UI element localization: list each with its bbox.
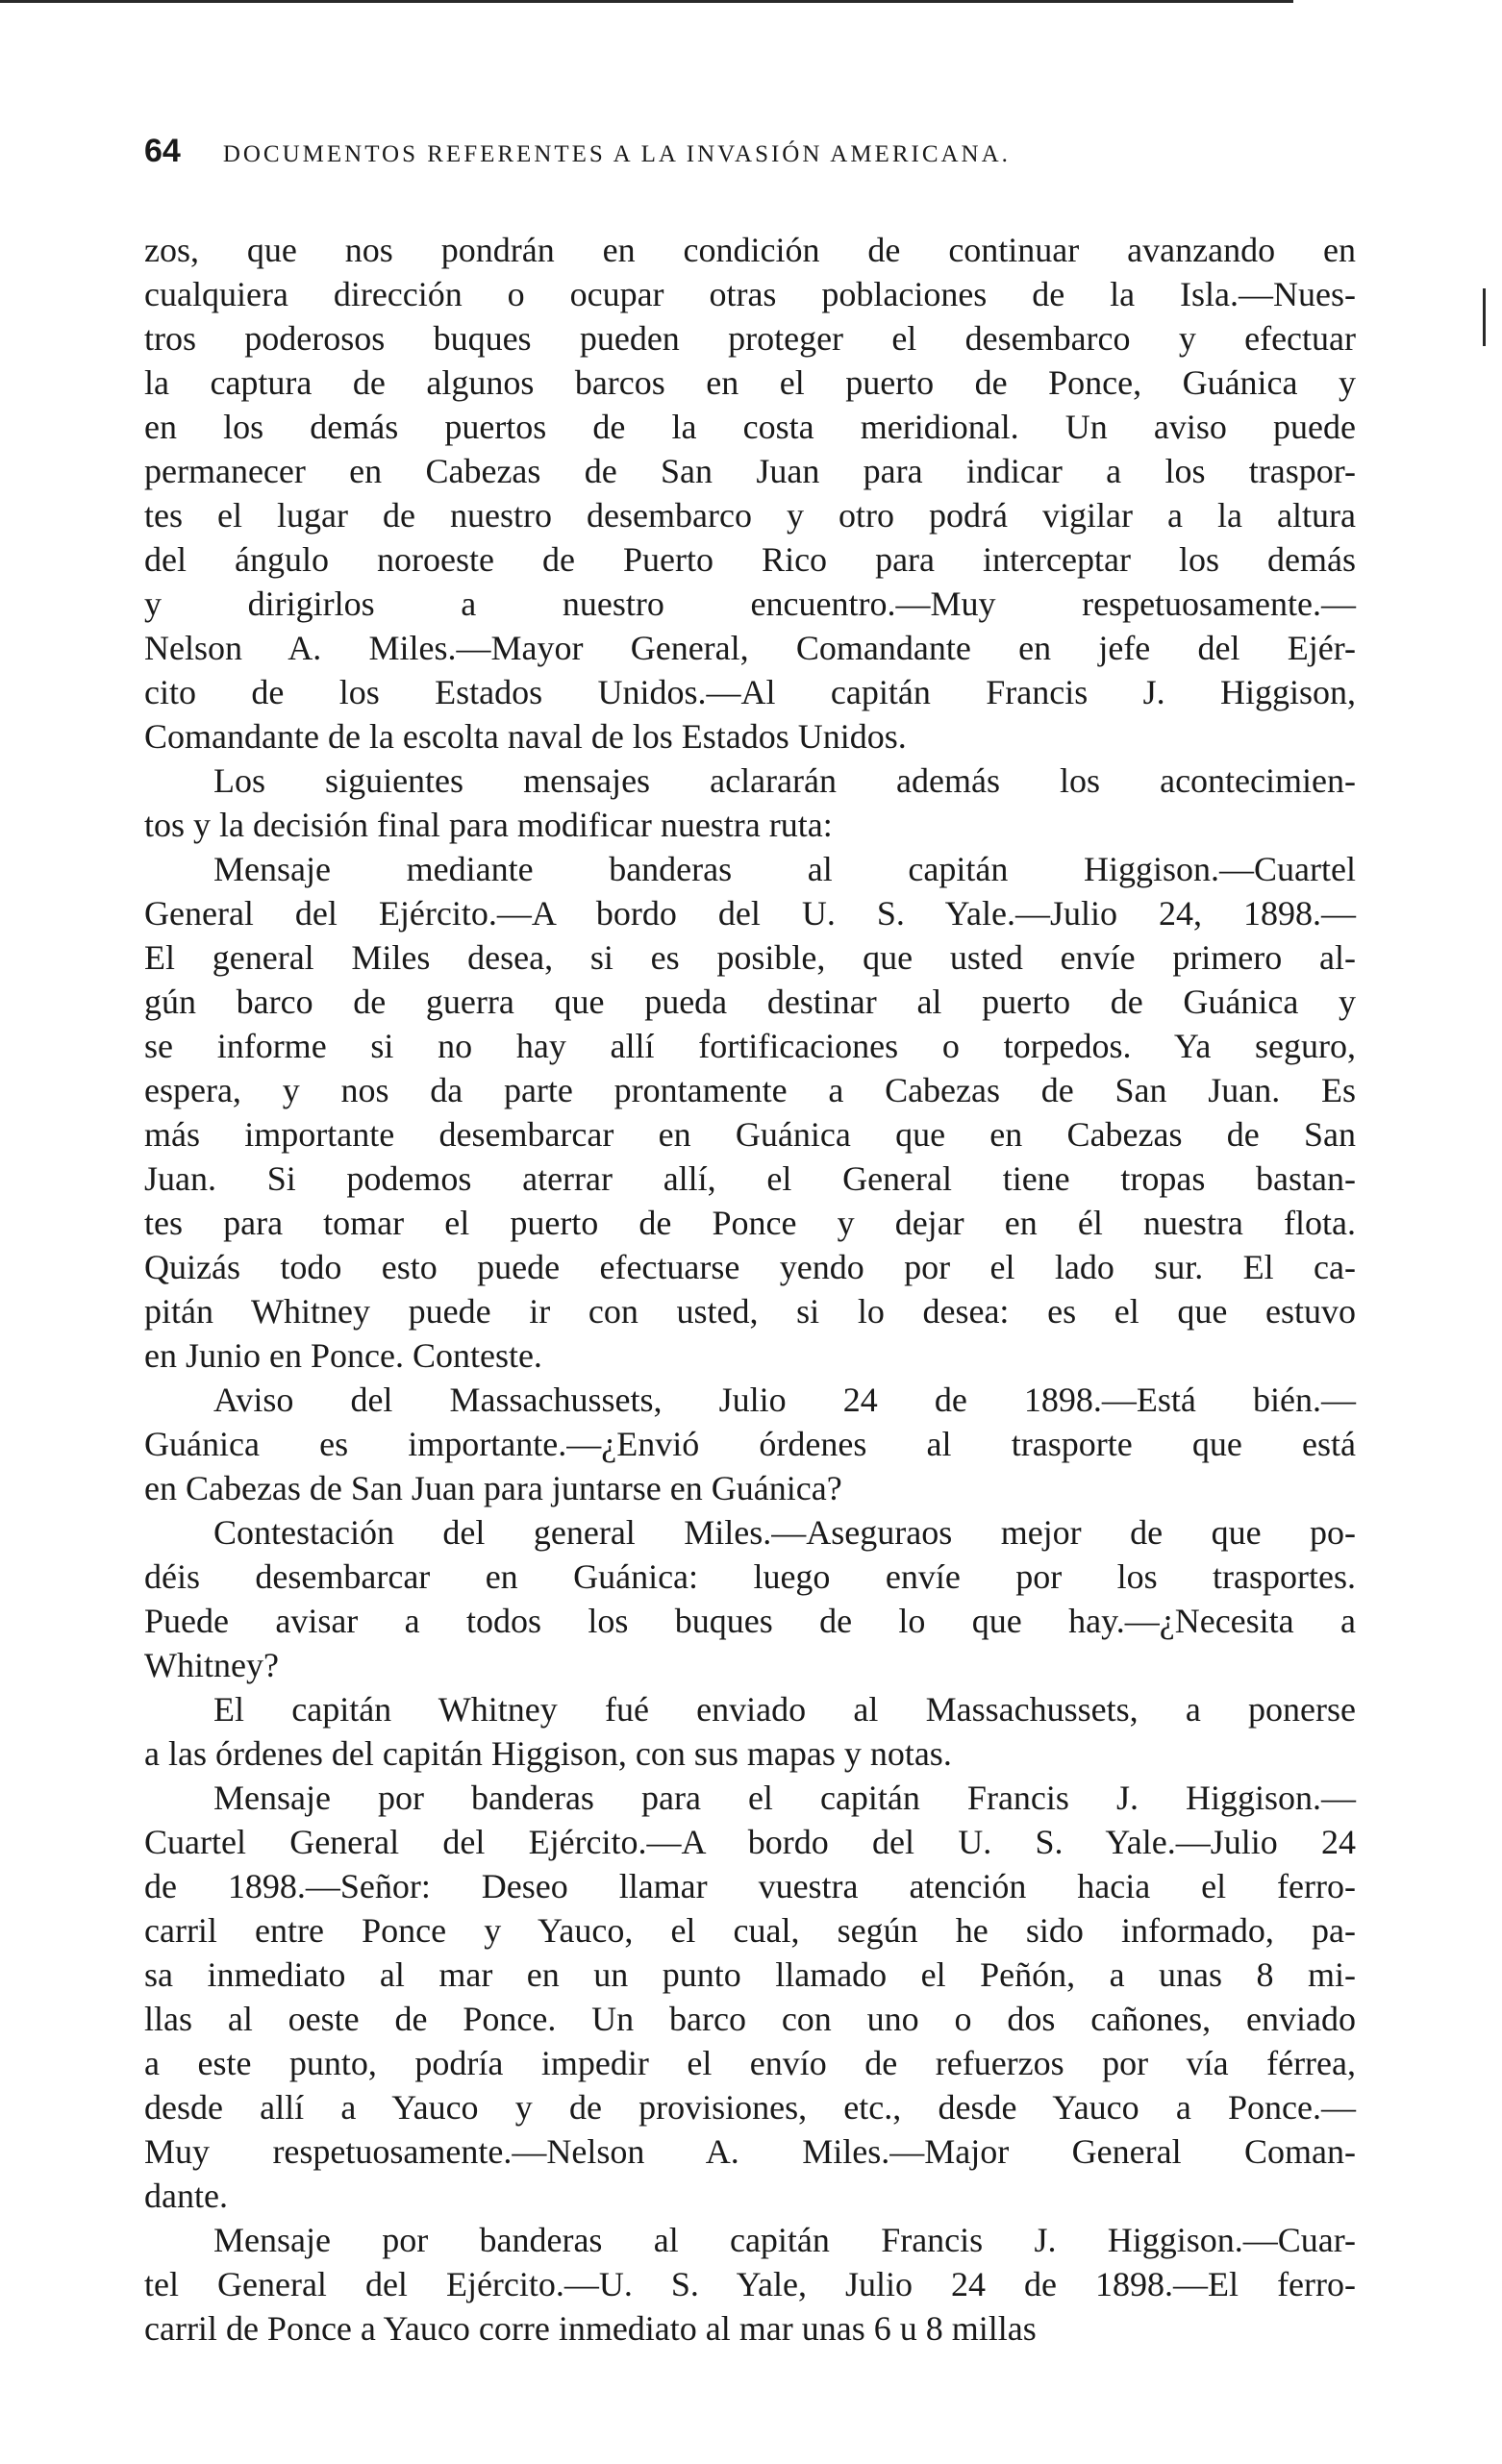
text-line: a este punto, podría impedir el envío de refuerzos por vía férrea, [144,2044,1356,2082]
text-line: del ángulo noroeste de Puerto Rico para interceptar los demás [144,540,1356,579]
text-line: tel General del Ejército.—U. S. Yale, Julio 24 de 1898.—El ferro- [144,2265,1356,2303]
text-line: General del Ejército.—A bordo del U. S. Yale.—Julio 24, 1898.— [144,894,1356,933]
paragraph-4 [144,1378,1356,1510]
text-line: Guánica es importante.—¿Envió órdenes al trasporte que está [144,1425,1356,1463]
page-number: 64 [144,133,181,169]
paragraph-2 [144,759,1356,847]
text-line: cualquiera dirección o ocupar otras poblaciones de la Isla.—Nues- [144,275,1356,313]
text-line: Whitney? [144,1646,279,1684]
text-line: cito de los Estados Unidos.—Al capitán Francis J. Higgison, [144,673,1356,711]
text-line: se informe si no hay allí fortificaciones o torpedos. Ya seguro, [144,1027,1356,1065]
text-line: espera, y nos da parte prontamente a Cabezas de San Juan. Es [144,1071,1356,1109]
text-line: carril entre Ponce y Yauco, el cual, según he sido informado, pa- [144,1911,1356,1950]
text-line: en los demás puertos de la costa meridional. Un aviso puede [144,408,1356,446]
text-line: Mensaje mediante banderas al capitán Higgison.—Cuartel [213,850,1356,888]
text-line: tros poderosos buques pueden proteger el desembarco y efectuar [144,319,1356,358]
page-header [144,133,1356,170]
text-line: carril de Ponce a Yauco corre inmediato al mar unas 6 u 8 millas [144,2309,1037,2348]
text-line: Muy respetuosamente.—Nelson A. Miles.—Major General Coman- [144,2132,1356,2171]
text-line: a las órdenes del capitán Higgison, con sus mapas y notas. [144,1734,952,1773]
text-line: tes el lugar de nuestro desembarco y otro podrá vigilar a la altura [144,496,1356,535]
text-line: gún barco de guerra que pueda destinar al puerto de Guánica y [144,983,1356,1021]
paragraph-8 [144,2218,1356,2351]
text-line: El capitán Whitney fué enviado al Massachussets, a ponerse [213,1690,1356,1729]
text-line: Puede avisar a todos los buques de lo que hay.—¿Necesita a [144,1602,1356,1640]
text-line: Contestación del general Miles.—Aseguraos mejor de que po- [213,1513,1356,1552]
text-line: Los siguientes mensajes aclararán además los acontecimien- [213,761,1356,800]
text-line: y dirigirlos a nuestro encuentro.—Muy respetuosamente.— [144,585,1356,623]
paragraph-1 [144,228,1356,759]
paragraph-7 [144,1776,1356,2218]
text-line: Mensaje por banderas para el capitán Francis J. Higgison.— [213,1779,1356,1817]
paragraph-6 [144,1687,1356,1776]
text-line: la captura de algunos barcos en el puerto de Ponce, Guánica y [144,363,1356,402]
text-line: Comandante de la escolta naval de los Estados Unidos. [144,717,907,756]
paragraph-3 [144,847,1356,1378]
text-line: déis desembarcar en Guánica: luego envíe por los trasportes. [144,1557,1356,1596]
paragraph-5 [144,1510,1356,1687]
text-line: en Junio en Ponce. Conteste. [144,1336,542,1375]
text-line: Aviso del Massachussets, Julio 24 de 1898.—Está bién.— [213,1381,1356,1419]
text-line: permanecer en Cabezas de San Juan para indicar a los traspor- [144,452,1356,490]
text-line: El general Miles desea, si es posible, que usted envíe primero al- [144,938,1356,977]
text-line: Quizás todo esto puede efectuarse yendo por el lado sur. El ca- [144,1248,1356,1286]
text-line: pitán Whitney puede ir con usted, si lo desea: es el que estuvo [144,1292,1356,1331]
text-line: tes para tomar el puerto de Ponce y dejar en él nuestra flota. [144,1204,1356,1242]
text-line: en Cabezas de San Juan para juntarse en Guánica? [144,1469,842,1507]
text-line: tos y la decisión final para modificar nuestra ruta: [144,806,833,844]
margin-mark [1483,288,1486,346]
text-line: Nelson A. Miles.—Mayor General, Comandante en jefe del Ejér- [144,629,1356,667]
body-text [144,228,1356,2351]
text-line: sa inmediato al mar en un punto llamado el Peñón, a unas 8 mi- [144,1955,1356,1994]
book-page [144,133,1356,2351]
running-head: DOCUMENTOS REFERENTES A LA INVASIÓN AMERICANA. [222,141,1011,167]
text-line: dante. [144,2177,228,2215]
top-rule [0,0,1293,3]
text-line: más importante desembarcar en Guánica que en Cabezas de San [144,1115,1356,1154]
text-line: Mensaje por banderas al capitán Francis J. Higgison.—Cuar- [213,2221,1356,2259]
text-line: desde allí a Yauco y de provisiones, etc., desde Yauco a Ponce.— [144,2088,1356,2127]
text-line: de 1898.—Señor: Deseo llamar vuestra atención hacia el ferro- [144,1867,1356,1905]
text-line: Juan. Si podemos aterrar allí, el General tiene tropas bastan- [144,1159,1356,1198]
text-line: zos, que nos pondrán en condición de continuar avanzando en [144,231,1356,269]
text-line: Cuartel General del Ejército.—A bordo del U. S. Yale.—Julio 24 [144,1823,1356,1861]
text-line: llas al oeste de Ponce. Un barco con uno o dos cañones, enviado [144,2000,1356,2038]
